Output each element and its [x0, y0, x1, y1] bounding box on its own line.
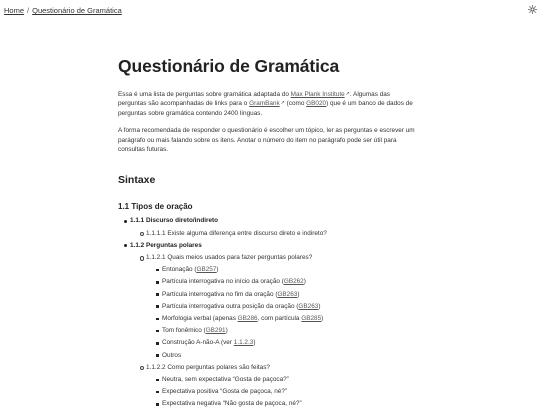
gb285-link[interactable]: GB285: [301, 315, 322, 323]
list-item: Morfologia verbal (apenas GB286, com partícula GB285): [162, 313, 420, 325]
list-item: Tom fonêmico (GB291): [162, 325, 420, 337]
item-heading: 1.1.2 Perguntas polares: [130, 241, 202, 249]
main-content: [118, 56, 420, 411]
intro-paragraph: Essa é uma lista de perguntas sobre gramática adaptada do Max Plank Institute↗. Algumas das perguntas são acompanhadas de links para o GramBank↗ (como GB020) que é um banco de dados de perguntas sobre gramática contendo 2400 línguas.: [118, 91, 413, 117]
list-item: Construção A-não-A (ver 1.1.2.3): [162, 337, 420, 349]
max-plank-link[interactable]: Max Plank Institute: [290, 91, 345, 98]
list-item: Neutra, sem expectativa “Gosta de paçoca?”: [162, 374, 420, 386]
section-heading-sintaxe: Sintaxe: [118, 174, 156, 187]
breadcrumb-current-link[interactable]: Questionário de Gramática: [32, 6, 122, 15]
gb257-link[interactable]: GB257: [196, 266, 217, 274]
breadcrumb-separator: /: [27, 6, 30, 15]
recommendation-paragraph: A forma recomendada de responder o questionário é escolher um tópico, ler as perguntas e escrever um parágrafo ou mais falando sobre os itens. Anotar o número do item no parágrafo pode ser útil para consultas futuras.: [118, 127, 415, 154]
list-item: Expectativa negativa “Não gosta de paçoca, né?”: [162, 398, 420, 410]
breadcrumb-home-link[interactable]: Home: [4, 6, 25, 15]
list-item: Outros: [162, 350, 420, 362]
list-item: 1.1.2.1 Quais meios usados para fazer perguntas polares? Entonação (GB257) Partícula interrogativa no início da oração (GB262) Partícula interrogativa no fim da oração (GB263) Partícula interrogativa outra posição da oração (GB263) Morfologia verbal (apenas GB286, com partícula GB285) Tom fonêmico (GB291) Construção A-não-A (ver 1.1.2.3) Outros: [146, 252, 420, 362]
external-link-icon: ↗: [345, 91, 350, 97]
grambank-link[interactable]: GramBank: [249, 100, 280, 108]
gb286-link[interactable]: GB286: [237, 315, 258, 323]
breadcrumb: [4, 6, 122, 15]
external-link-icon: ↗: [280, 100, 285, 107]
gb263-link[interactable]: GB263: [277, 290, 298, 298]
gb020-link[interactable]: GB020: [306, 100, 327, 108]
topic-list: [118, 215, 420, 410]
list-item: [130, 240, 420, 411]
list-item: Partícula interrogativa no início da oração (GB262): [162, 276, 420, 288]
list-item: [130, 215, 420, 239]
list-item: Expectativa positiva “Gosta de paçoca, né?”: [162, 386, 420, 398]
list-item: 1.1.2.2 Como perguntas polares são feitas? Neutra, sem expectativa “Gosta de paçoca?” Expectativa positiva “Gosta de paçoca, né?” Expectativa negativa “Não gosta de paçoca, né?”: [146, 362, 420, 411]
sun-icon[interactable]: [528, 5, 537, 14]
list-item: Partícula interrogativa outra posição da oração (GB263): [162, 301, 420, 313]
gb262-link[interactable]: GB262: [283, 278, 304, 286]
subsection-heading-tipos-de-oracao: 1.1 Tipos de oração: [118, 202, 193, 212]
item-heading: 1.1.1 Discurso direto/indireto: [130, 217, 219, 225]
ref-1123-link[interactable]: 1.1.2.3: [233, 339, 254, 347]
list-item: Entonação (GB257): [162, 264, 420, 276]
list-item: 1.1.1.1 Existe alguma diferença entre discurso direto e indireto?: [146, 228, 420, 240]
list-item: Partícula interrogativa no fim da oração (GB263): [162, 289, 420, 301]
page-title: Questionário de Gramática: [118, 56, 340, 76]
gb291-link[interactable]: GB291: [205, 327, 226, 335]
gb263-link[interactable]: GB263: [298, 302, 319, 310]
top-bar: [0, 0, 540, 20]
